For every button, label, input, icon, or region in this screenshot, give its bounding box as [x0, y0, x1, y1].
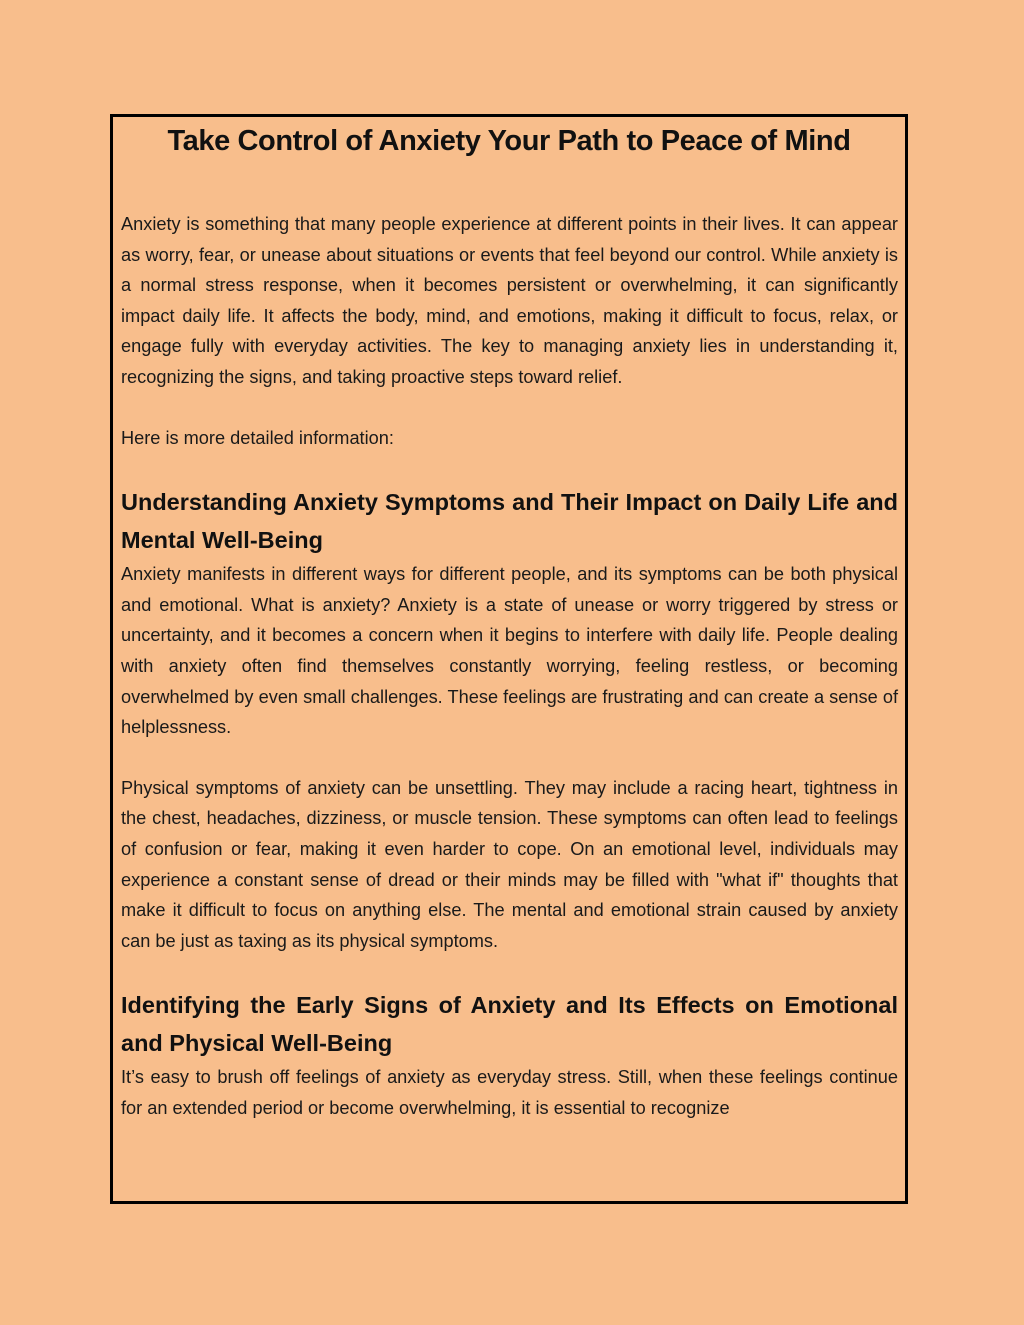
paragraph-spacer [121, 453, 898, 483]
section-paragraph: Physical symptoms of anxiety can be unsettling. They may include a racing heart, tightness in the chest, headaches, dizziness, or muscle tension. These symptoms can often lead to feelings of confusion or fear, making it even harder to cope. On an emotional level, individuals may experience a constant sense of dread or their minds may be filled with "what if" thoughts that make it difficult to focus on anything else. The mental and emotional strain caused by anxiety can be just as taxing as its physical symptoms. [121, 777, 898, 951]
intro-paragraph: Anxiety is something that many people experience at different points in their lives. It can appear as worry, fear, or unease about situations or events that feel beyond our control. While anxiety is a normal stress response, when it becomes persistent or overwhelming, it can significantly impact daily life. It affects the body, mind, and emotions, making it difficult to focus, relax, or engage fully with everyday activities. The key to managing anxiety lies in understanding it, recognizing the signs, and taking proactive steps toward relief. [121, 214, 898, 387]
paragraph-spacer [121, 743, 898, 773]
document-frame [110, 114, 908, 1204]
document-body [121, 209, 898, 1123]
paragraph-spacer [121, 393, 898, 423]
paragraph-spacer [121, 956, 898, 986]
section-paragraph: It’s easy to brush off feelings of anxiety as everyday stress. Still, when these feelings continue for an extended period or become overwhelming, it is essential to recognize [121, 1067, 898, 1118]
section-paragraph: Anxiety manifests in different ways for different people, and its symptoms can be both physical and emotional. What is anxiety? Anxiety is a state of unease or worry triggered by stress or uncertainty, and it becomes a concern when it begins to interfere with daily life. People dealing with anxiety often find themselves constantly worrying, feeling restless, or becoming overwhelmed by even small challenges. These feelings are frustrating and can create a sense of helplessness. [121, 564, 898, 738]
lead-in-text: Here is more detailed information: [121, 427, 394, 448]
section-heading: Identifying the Early Signs of Anxiety and Its Effects on Emotional and Physical Well-Being [121, 992, 898, 1057]
section-heading: Understanding Anxiety Symptoms and Their Impact on Daily Life and Mental Well-Being [121, 489, 898, 554]
page-title: Take Control of Anxiety Your Path to Peace of Mind [167, 125, 851, 157]
